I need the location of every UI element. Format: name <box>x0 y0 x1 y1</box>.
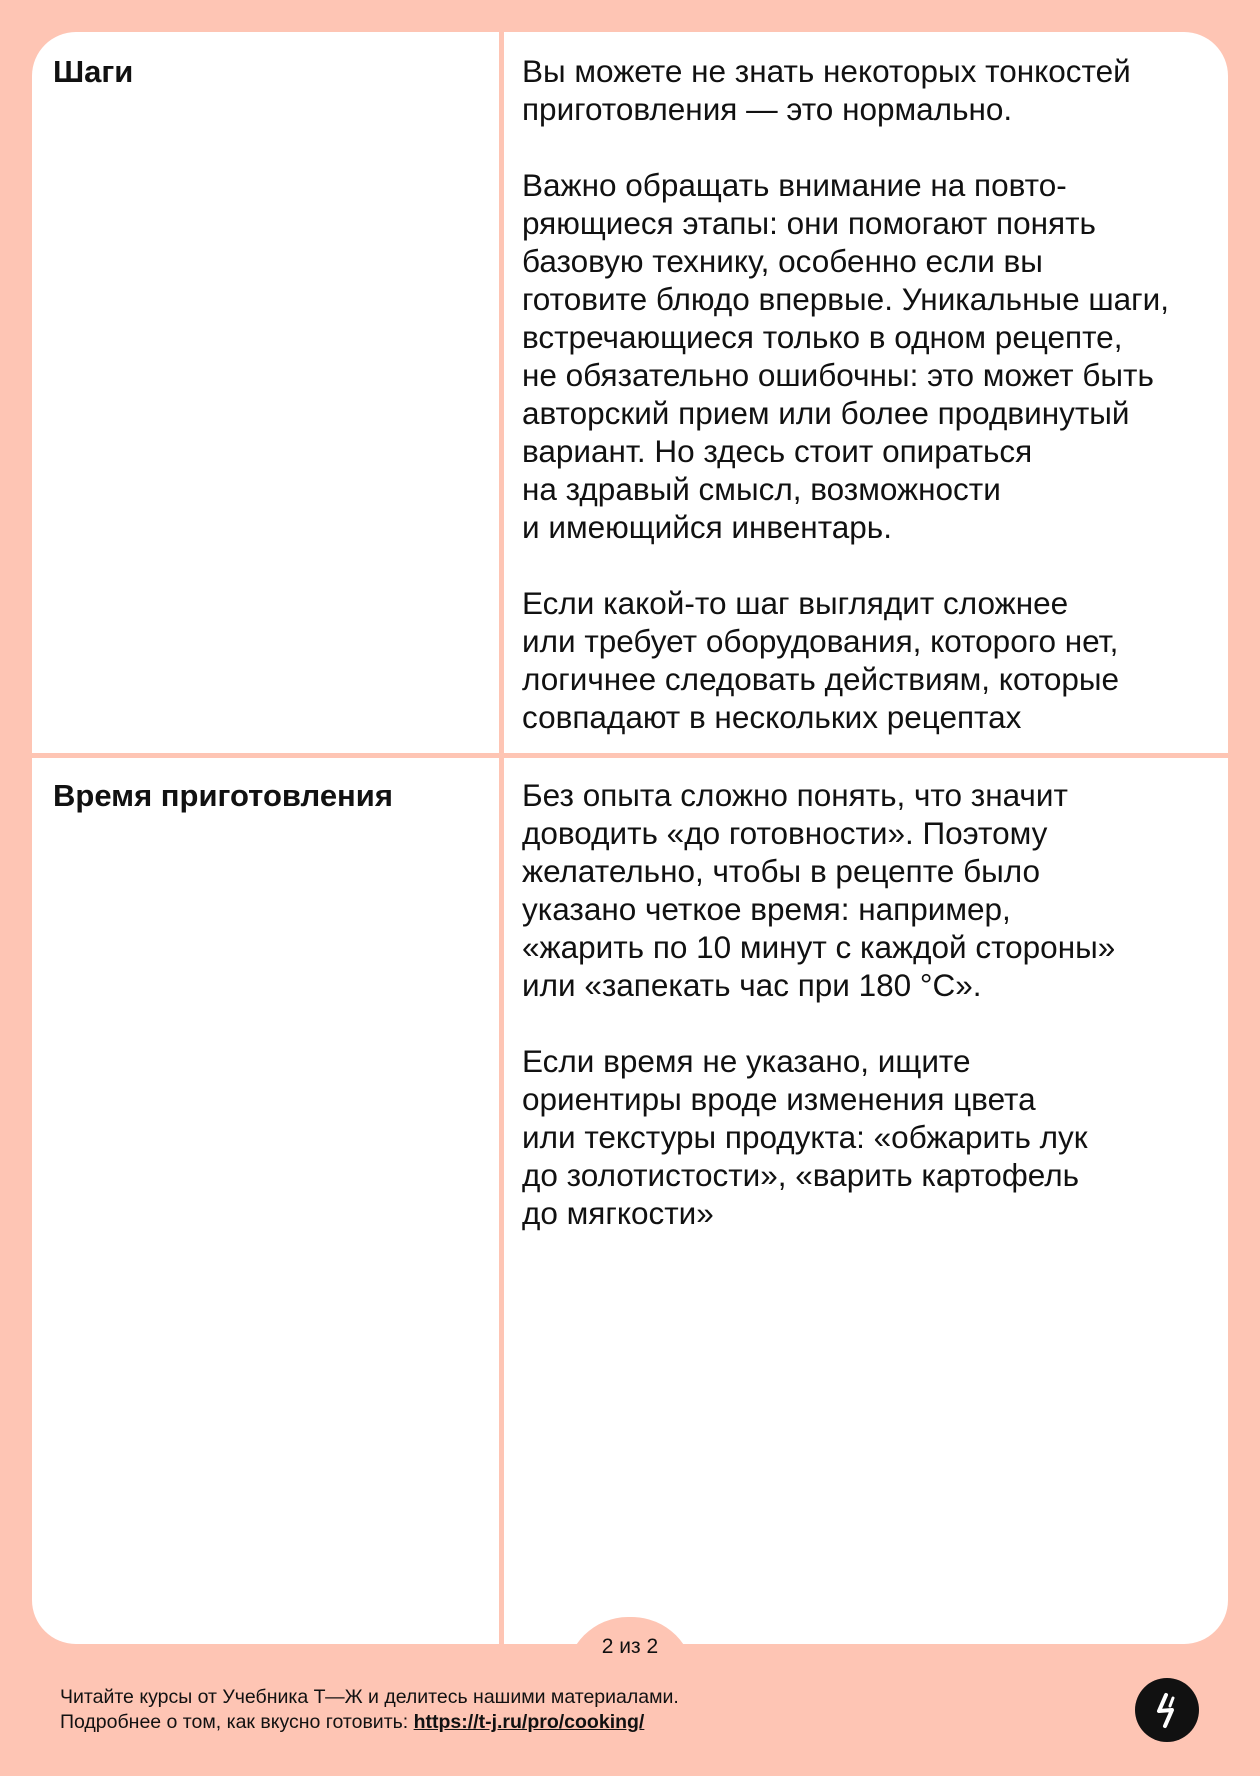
cooking-course-link[interactable]: https://t-j.ru/pro/cooking/ <box>413 1711 645 1733</box>
paragraph: Если время не указано, ищите ориентиры вроде изменения цвета или текстуры продукта: «обжарить лук до золотистости», «варить картофель до мягкости» <box>522 1043 1088 1231</box>
footer-line-more <box>60 1710 679 1735</box>
paragraph: Вы можете не знать некоторых тонкостей приготовления — это нормально. <box>522 53 1131 127</box>
row-text-steps <box>522 52 1212 736</box>
paragraph: Без опыта сложно понять, что значит доводить «до готовности». Поэтому желательно, чтобы в рецепте было указано четкое время: например, «жарить по 10 минут с каждой стороны» или «запекать час при 180 °С». <box>522 777 1116 1003</box>
row-divider <box>32 753 1228 758</box>
page-counter: 2 из 2 <box>601 1635 659 1658</box>
column-divider <box>499 32 504 1644</box>
footer <box>60 1685 679 1735</box>
lightning-bolt-shape <box>1135 1678 1199 1742</box>
footer-line-courses: Читайте курсы от Учебника Т—Ж и делитесь нашими материалами. <box>60 1686 679 1708</box>
paragraph: Важно обращать внимание на повто- ряющиеся этапы: они помогают понять базовую технику, особенно если вы готовите блюдо впервые. Уникальные шаги, встречающиеся только в одном рецепте, не обязательно ошибочны: это может быть авторский прием или более продвинутый вариант. Но здесь стоит опираться на здравый смысл, возможности и имеющийся инвентарь. <box>522 167 1170 545</box>
footer-more-text: Подробнее о том, как вкусно готовить: <box>60 1711 414 1733</box>
row-label-cooking-time: Время приготовления <box>53 778 393 813</box>
page-indicator <box>566 1617 694 1679</box>
row-text-cooking-time <box>522 776 1212 1232</box>
content-card <box>32 32 1228 1644</box>
lightning-bolt-icon <box>1135 1678 1199 1742</box>
row-label-steps: Шаги <box>53 54 134 89</box>
paragraph: Если какой-то шаг выглядит сложнее или требует оборудования, которого нет, логичнее следовать действиям, которые совпадают в нескольких рецептах <box>522 585 1120 735</box>
